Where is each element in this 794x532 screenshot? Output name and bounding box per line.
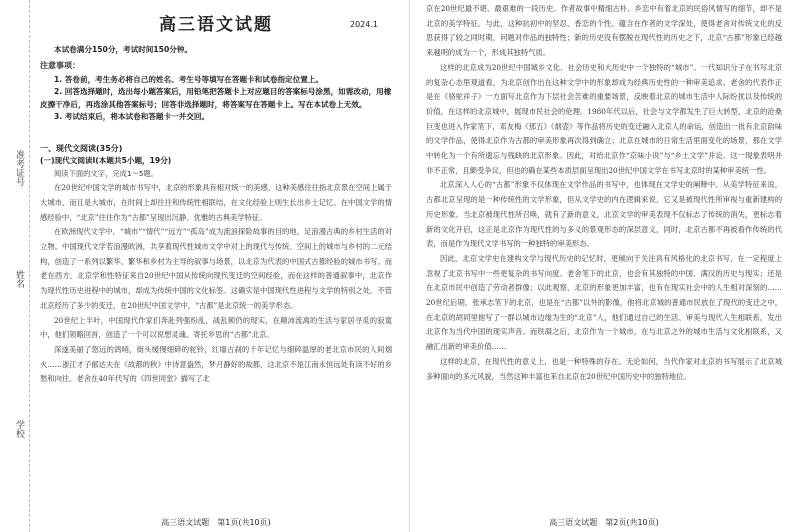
- page-1: [30, 0, 402, 532]
- passage-paragraph: 这样的北京成为20世纪中国城乡文化、社会历史和大历史中一个独特的“城市”。一代知识分子在书写北京的复杂心态里观道看，为北京创作出在这种文学中的形象却成为经典历史性的一种审美追求。老舍的代表作正是在《骆驼祥子》一方面写北京作为下层社会苦难的重要场景，反映着北京的城市生活中人际纷扰以及传统的价值，在这样的北京城中，展现市民社会的伦理。1980年代以后，社会与文学都发生了巨大转型，北京的沧桑巨变也进入作家笔下，邓友梅《那五》《烟壶》等作品将历史的变迁融入北京人的命运，创造出一批有北京韵味的文学作品，使得北京作为古都的审美形象再次得到确立；北京在城市的日常生活里面变化的场景，那在文学中转化为一个有所遗忘与残缺的北京形象。因此，对给北京作“京味小说”与“乡土文学”并论。这一现象表明并非不正常，且颇受争议，但也的确在某些本质层面呈现出20世纪中国文学在书写北京时的某种审美统一性。: [426, 62, 782, 175]
- passage-paragraph: 这样的北京，在现代性的意义上，也是一种特殊的存在。无论如何，当代作家对北京的书写展示了北京城多种面向的多元风貌，当然这种丰富也来自北京在20世纪中国历史中的独特地位。: [426, 356, 782, 381]
- passage-paragraph: 京在20世纪最不堪、最艰难的一段历史。作者故事中精细古朴、乡恋中有着北京的民俗风情写的细节，却不是北京的美学特征。与此，这种抗初中的坚忍、香恋的个性、蕴含在作者的文学深处，使得老舍对传统文化的反思获得了较之同时期，问题对作品的独特性；新的历史没有摆脱在现代性的历史之下，北京“古都”形象已经越来越明的成为一个，形成其独特气质。: [426, 4, 782, 58]
- note-item-1: 1. 答卷前，考生务必将自己的姓名、考生号等填写在答题卡和试卷指定位置上。: [54, 74, 323, 84]
- header: [40, 8, 392, 34]
- passage-paragraph: 深遂美丽了悠远的鸽哨，街头缓慢细碎的驼铃，红墙古刹的千年记忆与细碎温厚的老北京市民的人间烟火……浙江才子郁达夫在《故都的秋》中诗意盎然，梦月静好的故都，这北京不是江南永恒远处有读不好的乡愁和向往。老舍在40年代写的《四世同堂》描写了北: [40, 344, 392, 384]
- note-item-2: 2. 回答选择题时，选出每小题答案后，用铅笔把答题卡上对应题目的答案标号涂黑，如需改动，用橡皮擦干净后，再选涂其他答案标号；回答非选择题时，将答案写在答题卡上。写在本试卷上无效。: [40, 87, 392, 109]
- notes-heading: 注意事项：: [40, 60, 80, 70]
- page-divider: [409, 0, 410, 532]
- binding-label-school: 学校: [14, 420, 24, 438]
- score-line: 本试卷满分150分，考试时间150分钟。: [54, 45, 193, 54]
- binding-label-exam-number: 准考证号: [14, 150, 24, 186]
- passage-paragraph: 在欧洲现代文学中，“城市”“情代”“远方”“孤岛”成为流浪探险故事的目的地，足浪漫古典的乡村生活的对立物。中国现代文学若浪漫欧洲，共享着现代性城市文学中对上的现代与传统、空间上的城市与乡村的二元结构，创造了一系列以繁华、繁华和乡村为主导的叙事与场景，以北京为代表的中国式古都经验的城市书写。而老在西方，北京学和性特征来自20世纪中国从传统向现代变迁的空间经验，而在这样的普通叙事中，北京作为现代性历史进程中的城市，却成为传统中国的文化标签。这确实是中国现代性进程与文学的特别之处。不管北京经历了多少的变迁，在20世纪中国文学中，“古都”是北京统一的美学形态。: [40, 227, 392, 310]
- reading-instruction: 阅读下面的文字，完成1～5题。: [54, 168, 159, 178]
- page-footer: 高三语文试题 第2页(共10页): [549, 518, 659, 527]
- subsection-heading: (一)现代文阅读Ⅰ(本题共5小题，19分): [40, 155, 172, 165]
- page-2: [418, 0, 790, 532]
- page-footer: 高三语文试题 第1页(共10页): [161, 518, 271, 527]
- note-item-3: 3. 考试结束后，将本试卷和答题卡一并交回。: [54, 112, 210, 121]
- exam-title: 高三语文试题: [159, 15, 273, 35]
- passage-paragraph: 在20世纪中国文学的城市书写中，北京的形象具有相对统一的美感，这种美感往往指北京景在空间上属于大城市，而且是大城市，在时间上却往往和传统性相联结，在文化经验上则生长出乡土记忆。在中国文学的情感经验中，“北京”往往作为“古都”呈现出沉静、优雅的古典美学特征。: [40, 183, 392, 222]
- passage-paragraph: 因此，北京文学史在建构文学与现代历史的记忆时，更倾向于关注具有风格化的北京书写，在一定程度上忽视了北京书写中一些更复杂的书写向度。老舍笔下的北京，也会有其独特的中国、满汉的历史与现实；还是在北京市民中创造了劳动者群像；以此观察，北京的形象更加丰富，也有在现实社会中的人生相对深刻的……20世纪后期，张承志笔下的北京，也是在“古都”以外的影像，他将北京城的普通市民放在了现代的变迁之中，在北京的胡同里他写了一群以城市边缘为生的“北京”人，他们通过自己的生活、审美与现代人生相联系，发出北京作为当代中国的现实声音。而铁凝之后，北京作为一个城市，在与北京之外的城市生活与文化相联系，又融汇出新的审美价值……: [426, 253, 782, 352]
- binding-margin: [6, 0, 26, 532]
- passage-paragraph: 20世纪上半叶，中国现代作家们奔赴列强纷乱，战乱频仍的现实，在颠沛流离的生活与家居寻觅的寂寞中，他们领略回首，创造了一个可以说想灵魂、寄托乡思的“古都”北京。: [40, 315, 392, 340]
- exam-date: 2024.1: [350, 20, 378, 29]
- passage-paragraph: 北京深入人心的“古都”形象不仅体现在文学作品的书写中，也体现在文学史的阐释中。从美学特征来说，古都北京呈现的是一种传统性的文学形象，但从文学史的内在逻辑来说，它又是被现代性所审视与重新建构的历史形象。当北京被现代性所召唤，就有了新的意义，北京文学的审美表现不仅标志了传统的消失，更标志着新的文化开启，这正是北京作为现代性的与多义的景观形态的深层意义，同时，北京古都不再被看作传统的代表，而是作为现代文学书写的一种独特的审美形态。: [426, 180, 782, 249]
- section-heading: 一、现代文阅读(35分): [40, 143, 123, 153]
- binding-label-name: 姓名: [14, 270, 24, 288]
